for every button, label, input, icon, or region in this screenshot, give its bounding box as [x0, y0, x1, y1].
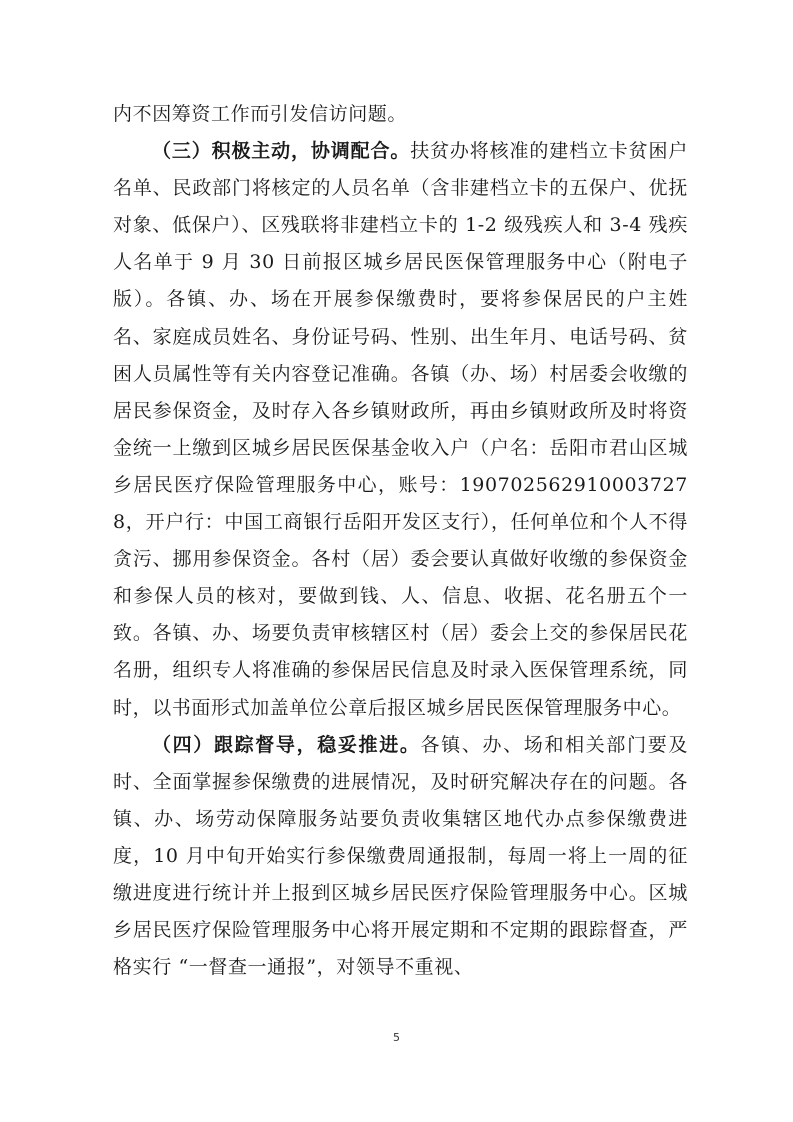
paragraph-section-4	[113, 727, 688, 987]
paragraph-continuation	[113, 96, 688, 133]
paragraph-text: 各镇、办、场和相关部门要及时、全面掌握参保缴费的进展情况，及时研究解决存在的问题。各镇、办、场劳动保障服务站要负责收集辖区地代办点参保缴费进度，10 月中旬开始实行参保缴费周通报制，每周一将上一周的征缴进度进行统计并上报到区城乡居民医疗保险管理服务中心。区城乡居民医疗保险管理服务中心将开展定期和不定期的跟踪督查，严格实行 “一督查一通报”，对领导不重视、	[113, 733, 688, 979]
paragraph-section-3	[113, 133, 688, 727]
section-heading-4: （四）跟踪督导，稳妥推进。	[152, 733, 421, 756]
paragraph-text: 内不因筹资工作而引发信访问题。	[113, 103, 408, 125]
page-number: 5	[393, 1031, 400, 1044]
section-heading-3: （三）积极主动，协调配合。	[152, 140, 411, 163]
paragraph-text: 扶贫办将核准的建档立卡贫困户名单、民政部门将核定的人员名单（含非建档立卡的五保户、优抚对象、低保户）、区残联将非建档立卡的 1-2 级残疾人和 3-4 残疾人名单于 9 月 30 日前报区城乡居民医保管理服务中心（附电子版）。各镇、办、场在开展参保缴费时，要将参保居民的户主姓名、家庭成员姓名、身份证号码、性别、出生年月、电话号码、贫困人员属性等有关内容登记准确。各镇（办、场）村居委会收缴的居民参保资金，及时存入各乡镇财政所，再由乡镇财政所及时将资金统一上缴到区城乡居民医保基金收入户（户名：岳阳市君山区城乡居民医疗保险管理服务中心，账号：1907025629100037278，开户行：中国工商银行岳阳开发区支行），任何单位和个人不得贪污、挪用参保资金。各村（居）委会要认真做好收缴的参保资金和参保人员的核对，要做到钱、人、信息、收据、花名册五个一致。各镇、办、场要负责审核辖区村（居）委会上交的参保居民花名册，组织专人将准确的参保居民信息及时录入医保管理系统，同时，以书面形式加盖单位公章后报区城乡居民医保管理服务中心。	[113, 140, 688, 719]
document-body	[113, 96, 688, 986]
